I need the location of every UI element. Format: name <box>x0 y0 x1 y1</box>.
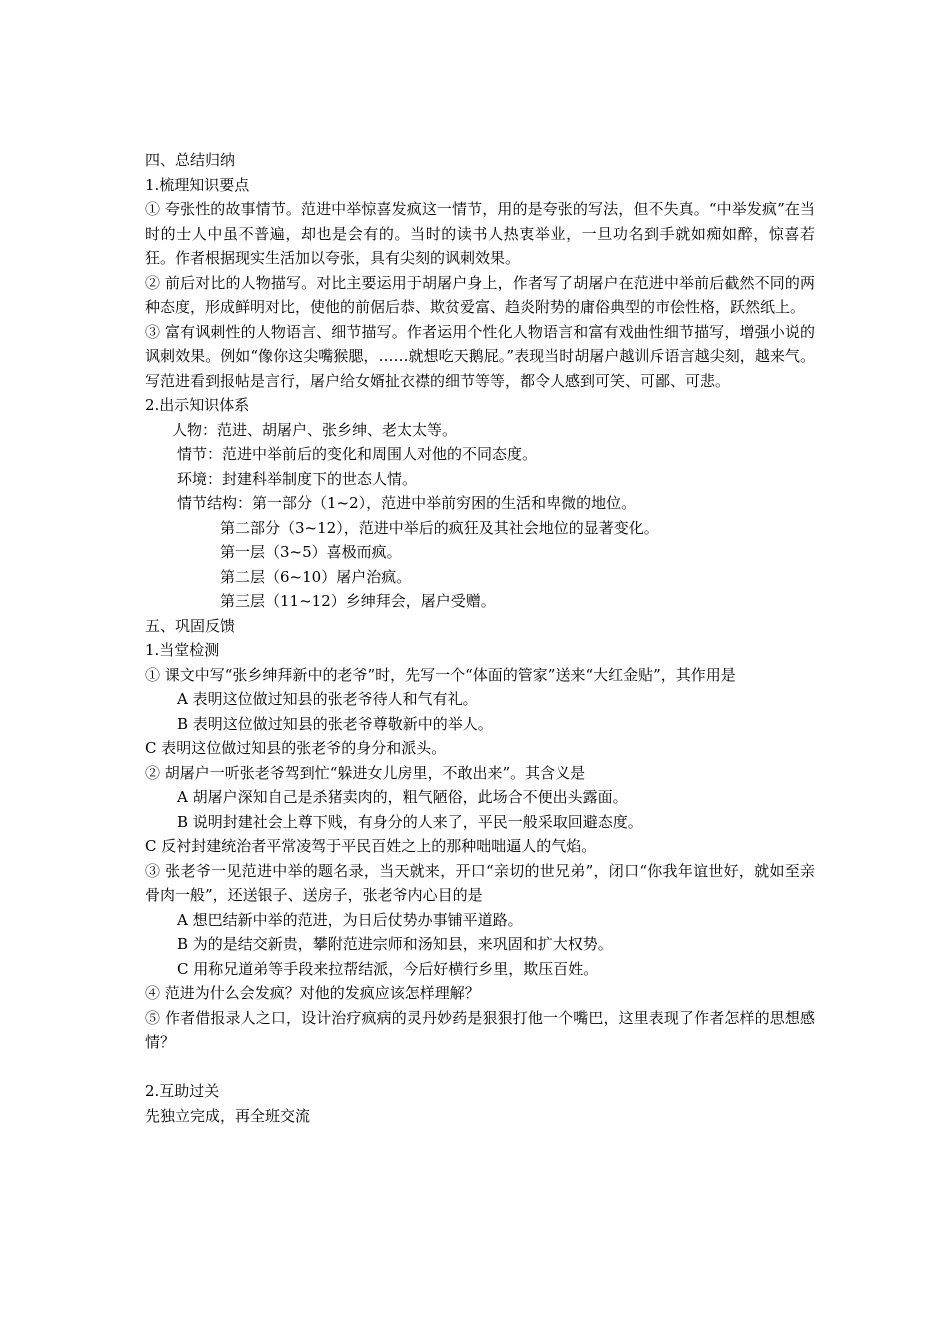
question-5: ⑤ 作者借报录人之口，设计治疗疯病的灵丹妙药是狠狠打他一个嘴巴，这里表现了作者怎样的思想感情？ <box>145 1008 815 1051</box>
subheading-1: 1.梳理知识要点 <box>145 175 250 194</box>
q3-option-c: C 用称兄道弟等手段来拉帮结派，今后好横行乡里，欺压百姓。 <box>177 959 599 978</box>
q2-option-a: A 胡屠户深知自己是杀猪卖肉的，粗气陋俗，此场合不便出头露面。 <box>177 788 628 806</box>
subheading-2: 2.出示知识体系 <box>145 396 250 414</box>
structure-part-2: 第二部分（3~12），范进中举后的疯狂及其社会地位的显著变化。 <box>220 518 659 537</box>
system-environment: 环境：封建科举制度下的世态人情。 <box>177 469 418 488</box>
system-characters: 人物：范进、胡屠户、张乡绅、老太太等。 <box>172 420 458 439</box>
q3-option-a: A 想巴结新中举的范进，为日后仗势办事铺平道路。 <box>177 910 523 929</box>
subheading-mutual-help: 2.互助过关 <box>145 1082 220 1100</box>
paragraph-point-1: ① 夸张性的故事情节。范进中举惊喜发疯这一情节，用的是夸张的写法，但不失真。“中举发疯”在当时的士人中虽不普遍，却也是会有的。当时的读书人热衷举业，一旦功名到手就如痴如醉，惊喜若狂。作者根据现实生活加以夸张，具有尖刻的讽刺效果。 <box>145 200 815 267</box>
subheading-classroom-test: 1.当堂检测 <box>145 641 220 659</box>
system-plot: 情节：范进中举前后的变化和周围人对他的不同态度。 <box>177 445 538 463</box>
q2-option-b: B 说明封建社会上尊下贱，有身分的人来了，平民一般采取回避态度。 <box>177 812 643 831</box>
paragraph-point-3: ③ 富有讽刺性的人物语言、细节描写。作者运用个性化人物语言和富有戏曲性细节描写，增强小说的讽刺效果。例如“像你这尖嘴猴腮，……就想吃天鹅屁。”表现当时胡屠户越训斥语言越尖刻，越来气。写范进看到报帖是言行，屠户给女婿扯衣襟的细节等等，都令人感到可笑、可鄙、可悲。 <box>145 322 815 390</box>
q1-option-c: C 表明这位做过知县的张老爷的身分和派头。 <box>145 739 447 757</box>
structure-layer-1: 第一层（3~5）喜极而疯。 <box>220 543 402 561</box>
q1-option-b: B 表明这位做过知县的张老爷尊敬新中的举人。 <box>177 714 493 733</box>
question-3: ③ 张老爷一见范进中举的题名录，当天就来，开口“亲切的世兄弟”，闭口“你我年谊世好，就如至亲骨肉一般”，还送银子、送房子，张老爷内心目的是 <box>145 861 815 904</box>
section-heading-5: 五、巩固反馈 <box>145 616 236 635</box>
structure-layer-3: 第三层（11~12）乡绅拜会，屠户受赠。 <box>220 592 496 610</box>
document-body <box>145 148 815 1128</box>
q2-option-c: C 反衬封建统治者平常凌驾于平民百姓之上的那种咄咄逼人的气焰。 <box>145 837 597 855</box>
blank-line <box>145 1055 815 1080</box>
section-heading-4: 四、总结归纳 <box>145 151 236 169</box>
paragraph-point-2: ② 前后对比的人物描写。对比主要运用于胡屠户身上，作者写了胡屠户在范进中举前后截然不同的两种态度，形成鲜明对比，使他的前倨后恭、欺贫爱富、趋炎附势的庸俗典型的市侩性格，跃然纸上。 <box>145 273 815 316</box>
question-1: ① 课文中写“张乡绅拜新中的老爷”时，先写一个“体面的管家”送来“大红金贴”，其作用是 <box>145 665 736 684</box>
instruction-text: 先独立完成，再全班交流 <box>145 1106 311 1125</box>
structure-layer-2: 第二层（6~10）屠户治疯。 <box>220 567 412 586</box>
question-4: ④ 范进为什么会发疯？对他的发疯应该怎样理解？ <box>145 984 480 1002</box>
question-2: ② 胡屠户一听张老爷驾到忙“躲进女儿房里，不敢出来”。其含义是 <box>145 763 586 782</box>
system-structure: 情节结构：第一部分（1~2），范进中举前穷困的生活和卑微的地位。 <box>177 494 637 512</box>
q1-option-a: A 表明这位做过知县的张老爷待人和气有礼。 <box>177 690 478 708</box>
q3-option-b: B 为的是结交新贵，攀附范进宗师和汤知县，来巩固和扩大权势。 <box>177 935 613 953</box>
